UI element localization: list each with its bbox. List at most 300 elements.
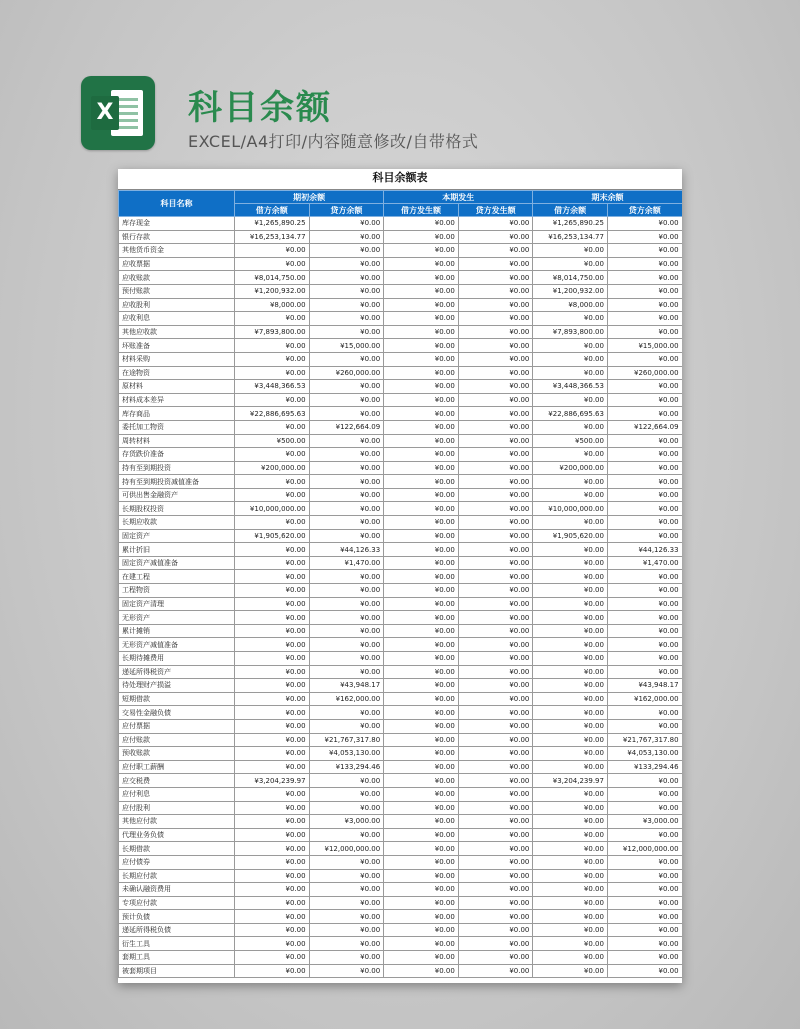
amount-cell[interactable]: ¥0.00 xyxy=(607,706,682,720)
amount-cell[interactable]: ¥44,126.33 xyxy=(309,543,384,557)
amount-cell[interactable]: ¥0.00 xyxy=(458,923,533,937)
amount-cell[interactable]: ¥0.00 xyxy=(384,815,459,829)
amount-cell[interactable]: ¥0.00 xyxy=(309,937,384,951)
amount-cell[interactable]: ¥0.00 xyxy=(235,964,310,978)
amount-cell[interactable]: ¥0.00 xyxy=(458,393,533,407)
amount-cell[interactable]: ¥0.00 xyxy=(533,652,608,666)
account-name-cell[interactable]: 预计负债 xyxy=(119,910,235,924)
amount-cell[interactable]: ¥0.00 xyxy=(458,679,533,693)
amount-cell[interactable]: ¥0.00 xyxy=(309,461,384,475)
amount-cell[interactable]: ¥0.00 xyxy=(309,787,384,801)
amount-cell[interactable]: ¥3,204,239.97 xyxy=(533,774,608,788)
amount-cell[interactable]: ¥0.00 xyxy=(384,923,459,937)
amount-cell[interactable]: ¥15,000.00 xyxy=(607,339,682,353)
amount-cell[interactable]: ¥0.00 xyxy=(458,815,533,829)
amount-cell[interactable]: ¥0.00 xyxy=(533,420,608,434)
amount-cell[interactable]: ¥0.00 xyxy=(309,923,384,937)
amount-cell[interactable]: ¥0.00 xyxy=(607,597,682,611)
amount-cell[interactable]: ¥0.00 xyxy=(309,652,384,666)
amount-cell[interactable]: ¥0.00 xyxy=(235,543,310,557)
amount-cell[interactable]: ¥0.00 xyxy=(607,352,682,366)
amount-cell[interactable]: ¥0.00 xyxy=(533,815,608,829)
account-name-cell[interactable]: 长期股权投资 xyxy=(119,502,235,516)
amount-cell[interactable]: ¥8,014,750.00 xyxy=(235,271,310,285)
amount-cell[interactable]: ¥0.00 xyxy=(458,584,533,598)
amount-cell[interactable]: ¥133,294.46 xyxy=(309,760,384,774)
amount-cell[interactable]: ¥0.00 xyxy=(384,475,459,489)
amount-cell[interactable]: ¥0.00 xyxy=(235,815,310,829)
amount-cell[interactable]: ¥0.00 xyxy=(458,312,533,326)
amount-cell[interactable]: ¥0.00 xyxy=(309,964,384,978)
amount-cell[interactable]: ¥21,767,317.80 xyxy=(607,733,682,747)
amount-cell[interactable]: ¥0.00 xyxy=(235,448,310,462)
amount-cell[interactable]: ¥0.00 xyxy=(384,380,459,394)
amount-cell[interactable]: ¥0.00 xyxy=(607,393,682,407)
account-name-cell[interactable]: 短期借款 xyxy=(119,692,235,706)
amount-cell[interactable]: ¥0.00 xyxy=(458,896,533,910)
amount-cell[interactable]: ¥0.00 xyxy=(533,339,608,353)
amount-cell[interactable]: ¥0.00 xyxy=(458,434,533,448)
amount-cell[interactable]: ¥0.00 xyxy=(309,230,384,244)
amount-cell[interactable]: ¥0.00 xyxy=(458,719,533,733)
amount-cell[interactable]: ¥0.00 xyxy=(384,543,459,557)
account-name-cell[interactable]: 交易性金融负债 xyxy=(119,706,235,720)
amount-cell[interactable]: ¥0.00 xyxy=(458,488,533,502)
amount-cell[interactable]: ¥0.00 xyxy=(384,747,459,761)
account-name-cell[interactable]: 套期工具 xyxy=(119,951,235,965)
amount-cell[interactable]: ¥3,448,366.53 xyxy=(533,380,608,394)
amount-cell[interactable]: ¥0.00 xyxy=(384,516,459,530)
amount-cell[interactable]: ¥0.00 xyxy=(533,665,608,679)
amount-cell[interactable]: ¥0.00 xyxy=(458,380,533,394)
account-name-cell[interactable]: 应付利息 xyxy=(119,787,235,801)
amount-cell[interactable]: ¥0.00 xyxy=(458,937,533,951)
amount-cell[interactable]: ¥0.00 xyxy=(533,543,608,557)
amount-cell[interactable]: ¥0.00 xyxy=(309,855,384,869)
amount-cell[interactable]: ¥1,905,620.00 xyxy=(533,529,608,543)
amount-cell[interactable]: ¥0.00 xyxy=(458,692,533,706)
amount-cell[interactable]: ¥0.00 xyxy=(458,448,533,462)
amount-cell[interactable]: ¥0.00 xyxy=(533,855,608,869)
amount-cell[interactable]: ¥0.00 xyxy=(235,584,310,598)
amount-cell[interactable]: ¥0.00 xyxy=(384,624,459,638)
amount-cell[interactable]: ¥0.00 xyxy=(309,570,384,584)
amount-cell[interactable]: ¥0.00 xyxy=(458,352,533,366)
amount-cell[interactable]: ¥0.00 xyxy=(235,312,310,326)
account-name-cell[interactable]: 待处理财产损溢 xyxy=(119,679,235,693)
amount-cell[interactable]: ¥0.00 xyxy=(458,638,533,652)
amount-cell[interactable]: ¥0.00 xyxy=(533,597,608,611)
amount-cell[interactable]: ¥0.00 xyxy=(533,760,608,774)
amount-cell[interactable]: ¥0.00 xyxy=(309,638,384,652)
amount-cell[interactable]: ¥260,000.00 xyxy=(309,366,384,380)
amount-cell[interactable]: ¥0.00 xyxy=(607,896,682,910)
account-name-cell[interactable]: 库存现金 xyxy=(119,217,235,231)
amount-cell[interactable]: ¥0.00 xyxy=(384,937,459,951)
amount-cell[interactable]: ¥0.00 xyxy=(458,801,533,815)
account-name-cell[interactable]: 在建工程 xyxy=(119,570,235,584)
amount-cell[interactable]: ¥15,000.00 xyxy=(309,339,384,353)
amount-cell[interactable]: ¥0.00 xyxy=(309,488,384,502)
amount-cell[interactable]: ¥0.00 xyxy=(458,339,533,353)
amount-cell[interactable]: ¥0.00 xyxy=(607,312,682,326)
amount-cell[interactable]: ¥200,000.00 xyxy=(533,461,608,475)
amount-cell[interactable]: ¥0.00 xyxy=(458,502,533,516)
account-name-cell[interactable]: 应交税费 xyxy=(119,774,235,788)
amount-cell[interactable]: ¥0.00 xyxy=(458,461,533,475)
amount-cell[interactable]: ¥0.00 xyxy=(309,298,384,312)
amount-cell[interactable]: ¥0.00 xyxy=(235,556,310,570)
amount-cell[interactable]: ¥0.00 xyxy=(458,244,533,258)
amount-cell[interactable]: ¥0.00 xyxy=(235,393,310,407)
amount-cell[interactable]: ¥0.00 xyxy=(607,869,682,883)
amount-cell[interactable]: ¥0.00 xyxy=(533,964,608,978)
account-name-cell[interactable]: 持有至到期投资 xyxy=(119,461,235,475)
amount-cell[interactable]: ¥0.00 xyxy=(533,366,608,380)
amount-cell[interactable]: ¥0.00 xyxy=(458,747,533,761)
amount-cell[interactable]: ¥0.00 xyxy=(384,434,459,448)
amount-cell[interactable]: ¥200,000.00 xyxy=(235,461,310,475)
amount-cell[interactable]: ¥0.00 xyxy=(384,719,459,733)
amount-cell[interactable]: ¥1,265,890.25 xyxy=(533,217,608,231)
amount-cell[interactable]: ¥3,204,239.97 xyxy=(235,774,310,788)
amount-cell[interactable]: ¥0.00 xyxy=(384,217,459,231)
amount-cell[interactable]: ¥500.00 xyxy=(533,434,608,448)
amount-cell[interactable]: ¥0.00 xyxy=(607,244,682,258)
account-name-cell[interactable]: 累计折旧 xyxy=(119,543,235,557)
amount-cell[interactable]: ¥0.00 xyxy=(384,828,459,842)
amount-cell[interactable]: ¥10,000,000.00 xyxy=(235,502,310,516)
amount-cell[interactable]: ¥0.00 xyxy=(533,923,608,937)
account-name-cell[interactable]: 长期应收款 xyxy=(119,516,235,530)
amount-cell[interactable]: ¥0.00 xyxy=(607,230,682,244)
amount-cell[interactable]: ¥0.00 xyxy=(309,584,384,598)
amount-cell[interactable]: ¥0.00 xyxy=(235,611,310,625)
amount-cell[interactable]: ¥0.00 xyxy=(533,556,608,570)
amount-cell[interactable]: ¥0.00 xyxy=(458,652,533,666)
amount-cell[interactable]: ¥0.00 xyxy=(235,597,310,611)
amount-cell[interactable]: ¥0.00 xyxy=(607,855,682,869)
account-name-cell[interactable]: 未确认融资费用 xyxy=(119,883,235,897)
account-name-cell[interactable]: 被套期项目 xyxy=(119,964,235,978)
amount-cell[interactable]: ¥0.00 xyxy=(384,502,459,516)
account-name-cell[interactable]: 专项应付款 xyxy=(119,896,235,910)
amount-cell[interactable]: ¥0.00 xyxy=(384,692,459,706)
amount-cell[interactable]: ¥0.00 xyxy=(309,896,384,910)
amount-cell[interactable]: ¥0.00 xyxy=(384,597,459,611)
amount-cell[interactable]: ¥1,470.00 xyxy=(309,556,384,570)
amount-cell[interactable]: ¥0.00 xyxy=(607,502,682,516)
amount-cell[interactable]: ¥0.00 xyxy=(384,638,459,652)
amount-cell[interactable]: ¥1,265,890.25 xyxy=(235,217,310,231)
amount-cell[interactable]: ¥0.00 xyxy=(458,665,533,679)
amount-cell[interactable]: ¥8,000.00 xyxy=(533,298,608,312)
amount-cell[interactable]: ¥0.00 xyxy=(458,556,533,570)
amount-cell[interactable]: ¥0.00 xyxy=(235,244,310,258)
amount-cell[interactable]: ¥0.00 xyxy=(607,638,682,652)
amount-cell[interactable]: ¥16,253,134.77 xyxy=(533,230,608,244)
account-name-cell[interactable]: 预收账款 xyxy=(119,747,235,761)
amount-cell[interactable]: ¥4,053,130.00 xyxy=(607,747,682,761)
amount-cell[interactable]: ¥0.00 xyxy=(533,448,608,462)
amount-cell[interactable]: ¥0.00 xyxy=(458,570,533,584)
account-name-cell[interactable]: 库存商品 xyxy=(119,407,235,421)
amount-cell[interactable]: ¥0.00 xyxy=(235,733,310,747)
amount-cell[interactable]: ¥0.00 xyxy=(533,624,608,638)
amount-cell[interactable]: ¥0.00 xyxy=(309,529,384,543)
amount-cell[interactable]: ¥0.00 xyxy=(309,448,384,462)
amount-cell[interactable]: ¥0.00 xyxy=(309,244,384,258)
amount-cell[interactable]: ¥0.00 xyxy=(384,951,459,965)
amount-cell[interactable]: ¥0.00 xyxy=(384,869,459,883)
account-name-cell[interactable]: 工程物资 xyxy=(119,584,235,598)
amount-cell[interactable]: ¥0.00 xyxy=(384,366,459,380)
amount-cell[interactable]: ¥7,893,800.00 xyxy=(533,325,608,339)
amount-cell[interactable]: ¥0.00 xyxy=(309,407,384,421)
amount-cell[interactable]: ¥0.00 xyxy=(458,217,533,231)
amount-cell[interactable]: ¥0.00 xyxy=(458,407,533,421)
amount-cell[interactable]: ¥0.00 xyxy=(235,883,310,897)
amount-cell[interactable]: ¥0.00 xyxy=(607,665,682,679)
amount-cell[interactable]: ¥0.00 xyxy=(533,951,608,965)
amount-cell[interactable]: ¥43,948.17 xyxy=(607,679,682,693)
amount-cell[interactable]: ¥0.00 xyxy=(309,706,384,720)
amount-cell[interactable]: ¥0.00 xyxy=(384,855,459,869)
amount-cell[interactable]: ¥0.00 xyxy=(533,475,608,489)
amount-cell[interactable]: ¥0.00 xyxy=(458,760,533,774)
amount-cell[interactable]: ¥1,905,620.00 xyxy=(235,529,310,543)
amount-cell[interactable]: ¥8,000.00 xyxy=(235,298,310,312)
account-name-cell[interactable]: 应付债券 xyxy=(119,855,235,869)
amount-cell[interactable]: ¥0.00 xyxy=(458,420,533,434)
amount-cell[interactable]: ¥0.00 xyxy=(309,719,384,733)
amount-cell[interactable]: ¥0.00 xyxy=(384,244,459,258)
amount-cell[interactable]: ¥0.00 xyxy=(384,733,459,747)
account-name-cell[interactable]: 长期待摊费用 xyxy=(119,652,235,666)
amount-cell[interactable]: ¥0.00 xyxy=(607,883,682,897)
amount-cell[interactable]: ¥0.00 xyxy=(309,502,384,516)
amount-cell[interactable]: ¥0.00 xyxy=(309,325,384,339)
amount-cell[interactable]: ¥0.00 xyxy=(458,842,533,856)
amount-cell[interactable]: ¥0.00 xyxy=(533,692,608,706)
account-name-cell[interactable]: 材料采购 xyxy=(119,352,235,366)
amount-cell[interactable]: ¥0.00 xyxy=(607,951,682,965)
amount-cell[interactable]: ¥0.00 xyxy=(384,760,459,774)
amount-cell[interactable]: ¥4,053,130.00 xyxy=(309,747,384,761)
amount-cell[interactable]: ¥0.00 xyxy=(607,652,682,666)
account-name-cell[interactable]: 应收利息 xyxy=(119,312,235,326)
amount-cell[interactable]: ¥0.00 xyxy=(309,597,384,611)
amount-cell[interactable]: ¥0.00 xyxy=(309,624,384,638)
account-name-cell[interactable]: 长期应付款 xyxy=(119,869,235,883)
amount-cell[interactable]: ¥0.00 xyxy=(607,584,682,598)
amount-cell[interactable]: ¥0.00 xyxy=(384,883,459,897)
amount-cell[interactable]: ¥0.00 xyxy=(607,284,682,298)
amount-cell[interactable]: ¥0.00 xyxy=(235,842,310,856)
amount-cell[interactable]: ¥0.00 xyxy=(458,475,533,489)
amount-cell[interactable]: ¥0.00 xyxy=(607,475,682,489)
amount-cell[interactable]: ¥0.00 xyxy=(384,801,459,815)
amount-cell[interactable]: ¥0.00 xyxy=(533,896,608,910)
amount-cell[interactable]: ¥0.00 xyxy=(458,611,533,625)
amount-cell[interactable]: ¥0.00 xyxy=(309,883,384,897)
amount-cell[interactable]: ¥0.00 xyxy=(458,271,533,285)
amount-cell[interactable]: ¥0.00 xyxy=(533,638,608,652)
amount-cell[interactable]: ¥162,000.00 xyxy=(309,692,384,706)
amount-cell[interactable]: ¥0.00 xyxy=(384,257,459,271)
account-name-cell[interactable]: 应收股利 xyxy=(119,298,235,312)
amount-cell[interactable]: ¥0.00 xyxy=(533,828,608,842)
amount-cell[interactable]: ¥0.00 xyxy=(607,461,682,475)
account-name-cell[interactable]: 其他应付款 xyxy=(119,815,235,829)
amount-cell[interactable]: ¥0.00 xyxy=(533,257,608,271)
amount-cell[interactable]: ¥0.00 xyxy=(384,461,459,475)
amount-cell[interactable]: ¥0.00 xyxy=(309,869,384,883)
amount-cell[interactable]: ¥0.00 xyxy=(235,475,310,489)
amount-cell[interactable]: ¥0.00 xyxy=(607,217,682,231)
amount-cell[interactable]: ¥0.00 xyxy=(384,964,459,978)
amount-cell[interactable]: ¥0.00 xyxy=(458,883,533,897)
amount-cell[interactable]: ¥0.00 xyxy=(607,488,682,502)
amount-cell[interactable]: ¥0.00 xyxy=(384,679,459,693)
amount-cell[interactable]: ¥0.00 xyxy=(607,516,682,530)
amount-cell[interactable]: ¥122,664.09 xyxy=(309,420,384,434)
amount-cell[interactable]: ¥0.00 xyxy=(458,366,533,380)
amount-cell[interactable]: ¥0.00 xyxy=(235,570,310,584)
amount-cell[interactable]: ¥0.00 xyxy=(533,747,608,761)
amount-cell[interactable]: ¥1,200,932.00 xyxy=(533,284,608,298)
amount-cell[interactable]: ¥0.00 xyxy=(384,556,459,570)
amount-cell[interactable]: ¥0.00 xyxy=(384,774,459,788)
amount-cell[interactable]: ¥0.00 xyxy=(384,284,459,298)
amount-cell[interactable]: ¥0.00 xyxy=(235,706,310,720)
amount-cell[interactable]: ¥0.00 xyxy=(309,284,384,298)
account-name-cell[interactable]: 应付票据 xyxy=(119,719,235,733)
amount-cell[interactable]: ¥0.00 xyxy=(533,352,608,366)
amount-cell[interactable]: ¥0.00 xyxy=(533,706,608,720)
amount-cell[interactable]: ¥0.00 xyxy=(384,910,459,924)
amount-cell[interactable]: ¥0.00 xyxy=(309,910,384,924)
amount-cell[interactable]: ¥0.00 xyxy=(458,964,533,978)
account-name-cell[interactable]: 存货跌价准备 xyxy=(119,448,235,462)
account-name-cell[interactable]: 无形资产减值准备 xyxy=(119,638,235,652)
amount-cell[interactable]: ¥0.00 xyxy=(458,774,533,788)
amount-cell[interactable]: ¥22,886,695.63 xyxy=(235,407,310,421)
amount-cell[interactable]: ¥0.00 xyxy=(309,380,384,394)
amount-cell[interactable]: ¥0.00 xyxy=(235,366,310,380)
account-name-cell[interactable]: 固定资产清理 xyxy=(119,597,235,611)
amount-cell[interactable]: ¥500.00 xyxy=(235,434,310,448)
amount-cell[interactable]: ¥0.00 xyxy=(235,828,310,842)
amount-cell[interactable]: ¥122,664.09 xyxy=(607,420,682,434)
amount-cell[interactable]: ¥0.00 xyxy=(607,828,682,842)
amount-cell[interactable]: ¥0.00 xyxy=(533,488,608,502)
amount-cell[interactable]: ¥0.00 xyxy=(235,760,310,774)
amount-cell[interactable]: ¥0.00 xyxy=(235,679,310,693)
amount-cell[interactable]: ¥0.00 xyxy=(533,842,608,856)
amount-cell[interactable]: ¥0.00 xyxy=(458,597,533,611)
amount-cell[interactable]: ¥0.00 xyxy=(235,516,310,530)
amount-cell[interactable]: ¥0.00 xyxy=(607,380,682,394)
amount-cell[interactable]: ¥0.00 xyxy=(458,624,533,638)
amount-cell[interactable]: ¥0.00 xyxy=(533,869,608,883)
amount-cell[interactable]: ¥0.00 xyxy=(533,787,608,801)
amount-cell[interactable]: ¥0.00 xyxy=(384,339,459,353)
amount-cell[interactable]: ¥0.00 xyxy=(607,257,682,271)
amount-cell[interactable]: ¥0.00 xyxy=(309,611,384,625)
amount-cell[interactable]: ¥0.00 xyxy=(309,801,384,815)
amount-cell[interactable]: ¥0.00 xyxy=(607,570,682,584)
amount-cell[interactable]: ¥0.00 xyxy=(235,652,310,666)
amount-cell[interactable]: ¥0.00 xyxy=(533,570,608,584)
amount-cell[interactable]: ¥0.00 xyxy=(309,774,384,788)
amount-cell[interactable]: ¥0.00 xyxy=(235,855,310,869)
account-name-cell[interactable]: 应收账款 xyxy=(119,271,235,285)
amount-cell[interactable]: ¥0.00 xyxy=(235,747,310,761)
amount-cell[interactable]: ¥133,294.46 xyxy=(607,760,682,774)
amount-cell[interactable]: ¥0.00 xyxy=(458,855,533,869)
amount-cell[interactable]: ¥0.00 xyxy=(384,611,459,625)
amount-cell[interactable]: ¥10,000,000.00 xyxy=(533,502,608,516)
amount-cell[interactable]: ¥1,470.00 xyxy=(607,556,682,570)
account-name-cell[interactable]: 委托加工物资 xyxy=(119,420,235,434)
account-name-cell[interactable]: 周转材料 xyxy=(119,434,235,448)
account-name-cell[interactable]: 递延所得税负债 xyxy=(119,923,235,937)
amount-cell[interactable]: ¥0.00 xyxy=(533,733,608,747)
amount-cell[interactable]: ¥0.00 xyxy=(235,787,310,801)
amount-cell[interactable]: ¥0.00 xyxy=(458,529,533,543)
amount-cell[interactable]: ¥0.00 xyxy=(384,652,459,666)
amount-cell[interactable]: ¥0.00 xyxy=(384,298,459,312)
amount-cell[interactable]: ¥0.00 xyxy=(235,951,310,965)
amount-cell[interactable]: ¥0.00 xyxy=(235,665,310,679)
amount-cell[interactable]: ¥43,948.17 xyxy=(309,679,384,693)
amount-cell[interactable]: ¥0.00 xyxy=(533,883,608,897)
amount-cell[interactable]: ¥0.00 xyxy=(309,951,384,965)
amount-cell[interactable]: ¥0.00 xyxy=(458,284,533,298)
account-name-cell[interactable]: 材料成本差异 xyxy=(119,393,235,407)
account-name-cell[interactable]: 其他货币资金 xyxy=(119,244,235,258)
amount-cell[interactable]: ¥0.00 xyxy=(607,448,682,462)
amount-cell[interactable]: ¥0.00 xyxy=(309,271,384,285)
amount-cell[interactable]: ¥3,000.00 xyxy=(607,815,682,829)
amount-cell[interactable]: ¥0.00 xyxy=(384,448,459,462)
amount-cell[interactable]: ¥0.00 xyxy=(235,638,310,652)
account-name-cell[interactable]: 代理业务负债 xyxy=(119,828,235,842)
amount-cell[interactable]: ¥0.00 xyxy=(235,352,310,366)
amount-cell[interactable]: ¥0.00 xyxy=(533,393,608,407)
account-name-cell[interactable]: 预付账款 xyxy=(119,284,235,298)
account-name-cell[interactable]: 衍生工具 xyxy=(119,937,235,951)
amount-cell[interactable]: ¥0.00 xyxy=(607,434,682,448)
amount-cell[interactable]: ¥0.00 xyxy=(458,325,533,339)
amount-cell[interactable]: ¥0.00 xyxy=(309,352,384,366)
account-name-cell[interactable]: 应付股利 xyxy=(119,801,235,815)
amount-cell[interactable]: ¥21,767,317.80 xyxy=(309,733,384,747)
amount-cell[interactable]: ¥0.00 xyxy=(607,298,682,312)
amount-cell[interactable]: ¥0.00 xyxy=(384,787,459,801)
account-name-cell[interactable]: 固定资产减值准备 xyxy=(119,556,235,570)
amount-cell[interactable]: ¥0.00 xyxy=(533,312,608,326)
amount-cell[interactable]: ¥0.00 xyxy=(235,488,310,502)
amount-cell[interactable]: ¥0.00 xyxy=(309,217,384,231)
amount-cell[interactable]: ¥0.00 xyxy=(235,896,310,910)
amount-cell[interactable]: ¥0.00 xyxy=(384,842,459,856)
account-name-cell[interactable]: 长期借款 xyxy=(119,842,235,856)
amount-cell[interactable]: ¥0.00 xyxy=(458,257,533,271)
amount-cell[interactable]: ¥1,200,932.00 xyxy=(235,284,310,298)
account-name-cell[interactable]: 坏账准备 xyxy=(119,339,235,353)
